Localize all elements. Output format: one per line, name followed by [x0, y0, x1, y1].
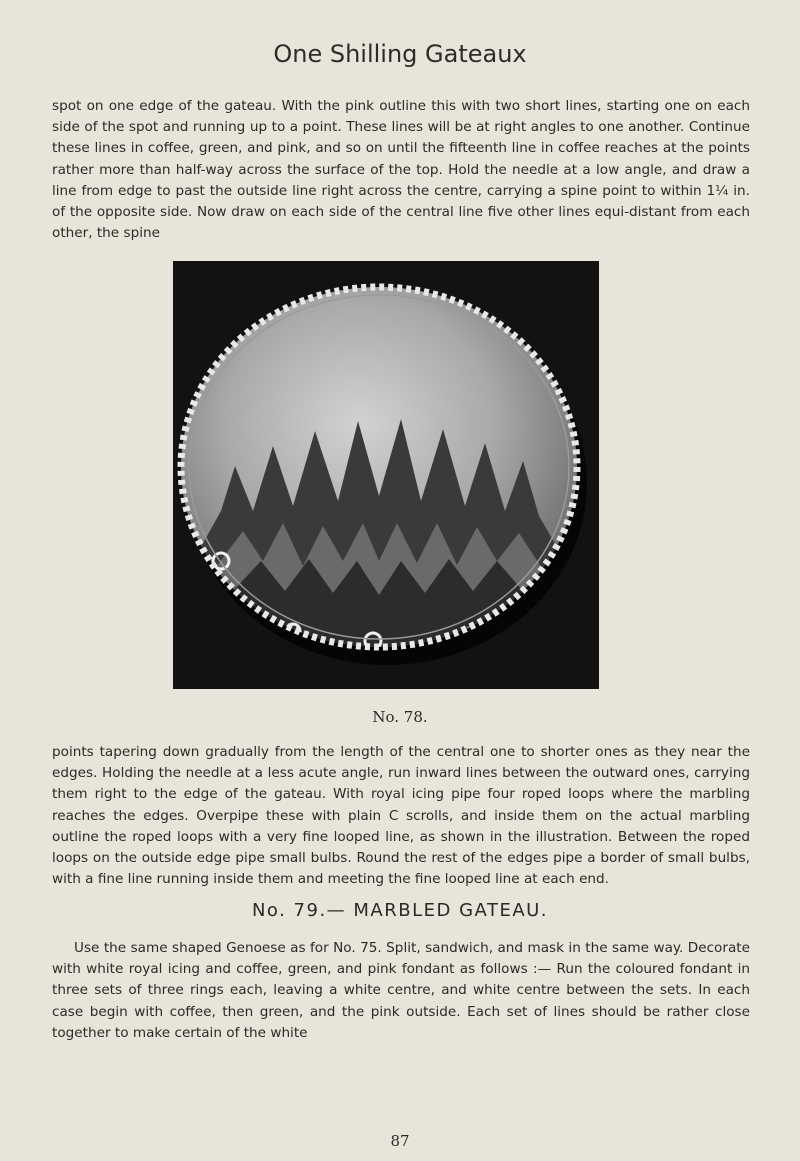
gateau-photograph [173, 261, 599, 689]
page-number: 87 [390, 1132, 410, 1150]
figure-caption: No. 78. [372, 708, 428, 726]
running-head: One Shilling Gateaux [273, 40, 527, 68]
body-paragraph-1: spot on one edge of the gateau. With the pink outline this with two short lines, starting one on each side of the spot and running up to a point. These lines will be at right angles to one another. Continue these lines in coffee, green, and pink, and so on until the fifteenth line in coffee reaches at the points rather more than half-way across the surface of the top. Hold the needle at a low angle, and draw a line from edge to past the outside line right across the centre, carrying a spine point to within 1¼ in. of the opposite side. Now draw on each side of the central line five other lines equi-distant from each other, the spine [52, 98, 750, 242]
body-paragraph-3: Use the same shaped Genoese as for No. 75. Split, sandwich, and mask in the same way. Decorate with white royal icing and coffee, green, and pink fondant as follows :— Run the coloured fondant in three sets of three rings each, leaving a white centre, and white centre between the sets. In each case begin with coffee, then green, and the pink outside. Each set of lines should be rather close together to make certain of the white [52, 940, 750, 1041]
gateau-image [173, 261, 599, 689]
section-heading: No. 79.— MARBLED GATEAU. [251, 900, 549, 921]
body-paragraph-2: points tapering down gradually from the length of the central one to shorter ones as they near the edges. Holding the needle at a less acute angle, run inward lines between the outward ones, carrying them right to the edge of the gateau. With royal icing pipe four roped loops where the marbling reaches the edges. Overpipe these with plain C scrolls, and inside them on the actual marbling outline the roped loops with a very fine looped line, as shown in the illustration. Between the roped loops on the outside edge pipe small bulbs. Round the rest of the edges pipe a border of small bulbs, with a fine line running inside them and meeting the fine looped line at each end. [52, 744, 750, 888]
